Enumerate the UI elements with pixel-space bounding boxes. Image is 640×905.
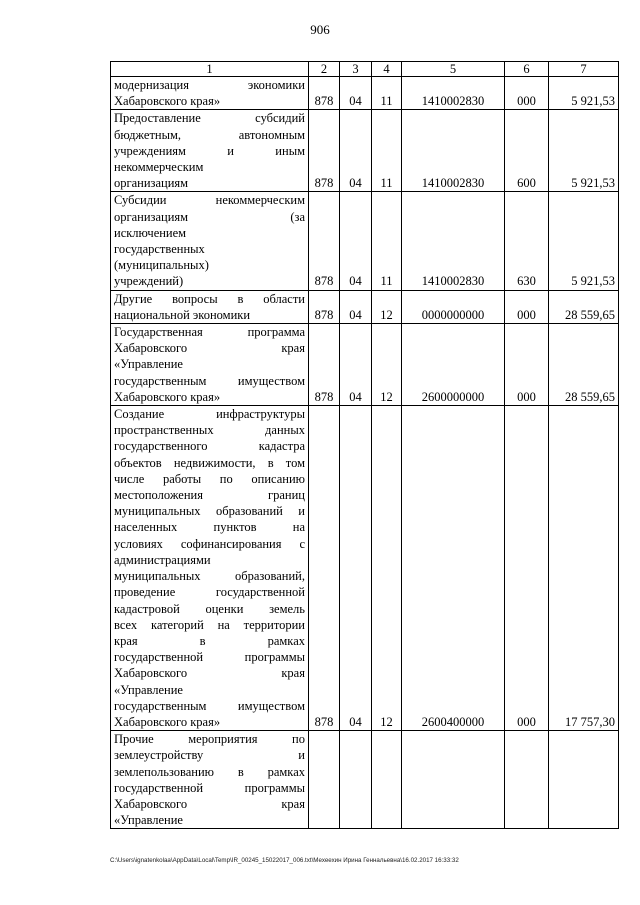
expense-type-code: 000 xyxy=(505,77,549,110)
description-line: государственного кадастра xyxy=(114,439,305,454)
section-code: 04 xyxy=(340,192,372,290)
description-line: «Управление xyxy=(114,357,183,372)
description-line: землепользованию в рамках xyxy=(114,764,305,779)
column-header: 1 xyxy=(111,62,309,77)
ministry-code: 878 xyxy=(309,324,340,406)
row-description xyxy=(111,110,309,192)
expense-type-code xyxy=(505,731,549,829)
description-line: государственной программы xyxy=(114,780,305,795)
amount-value: 28 559,65 xyxy=(549,290,619,323)
ministry-code: 878 xyxy=(309,77,340,110)
description-line: Другие вопросы в области xyxy=(114,291,305,306)
table-row xyxy=(111,731,619,829)
target-article-code xyxy=(402,731,505,829)
row-description xyxy=(111,77,309,110)
row-description xyxy=(111,324,309,406)
description-line: Субсидии некоммерческим xyxy=(114,193,305,208)
subsection-code: 12 xyxy=(372,324,402,406)
table-row xyxy=(111,192,619,290)
description-line: Хабаровского края» xyxy=(114,714,221,729)
description-line: Хабаровского края xyxy=(114,666,305,681)
row-description xyxy=(111,406,309,731)
section-code: 04 xyxy=(340,110,372,192)
section-code: 04 xyxy=(340,406,372,731)
description-line: числе работы по описанию xyxy=(114,471,305,486)
table-row xyxy=(111,290,619,323)
file-path-footer: C:\Users\ignatenkolaa\AppData\Local\Temp\IR_00245_15022017_006.txt\Мехеехин Ирина Геннальевна\16.02.2017 16:33:32 xyxy=(110,857,459,864)
description-line: организациям (за xyxy=(114,209,305,224)
amount-value xyxy=(549,731,619,829)
column-header: 6 xyxy=(505,62,549,77)
table-row xyxy=(111,406,619,731)
subsection-code xyxy=(372,731,402,829)
ministry-code xyxy=(309,731,340,829)
description-line: государственной программы xyxy=(114,650,305,665)
description-line: бюджетным, автономным xyxy=(114,127,305,142)
target-article-code: 0000000000 xyxy=(402,290,505,323)
description-line: Хабаровского края xyxy=(114,341,305,356)
description-line: государственным имуществом xyxy=(114,373,305,388)
header-row xyxy=(111,62,619,77)
expense-type-code: 000 xyxy=(505,324,549,406)
expense-type-code: 600 xyxy=(505,110,549,192)
section-code: 04 xyxy=(340,324,372,406)
description-line: Хабаровского края» xyxy=(114,389,221,404)
subsection-code: 11 xyxy=(372,77,402,110)
description-line: Создание инфраструктуры xyxy=(114,407,305,422)
page-number: 906 xyxy=(310,22,330,37)
column-header: 5 xyxy=(402,62,505,77)
description-line: проведение государственной xyxy=(114,585,305,600)
column-header: 4 xyxy=(372,62,402,77)
description-line: края в рамках xyxy=(114,633,305,648)
description-line: исключением xyxy=(114,225,187,240)
description-line: модернизация экономики xyxy=(114,78,305,92)
row-description xyxy=(111,290,309,323)
budget-table xyxy=(110,61,619,829)
description-line: национальной экономики xyxy=(114,307,251,322)
amount-value: 28 559,65 xyxy=(549,324,619,406)
description-line: пространственных данных xyxy=(114,423,305,438)
description-line: объектов недвижимости, в том xyxy=(114,455,305,470)
ministry-code: 878 xyxy=(309,110,340,192)
subsection-code: 11 xyxy=(372,110,402,192)
ministry-code: 878 xyxy=(309,192,340,290)
column-header: 7 xyxy=(549,62,619,77)
column-header: 3 xyxy=(340,62,372,77)
expense-type-code: 000 xyxy=(505,406,549,731)
row-description xyxy=(111,192,309,290)
amount-value: 17 757,30 xyxy=(549,406,619,731)
description-line: муниципальных образований, xyxy=(114,569,305,584)
subsection-code: 12 xyxy=(372,406,402,731)
target-article-code: 1410002830 xyxy=(402,110,505,192)
description-line: всех категорий на территории xyxy=(114,617,305,632)
description-line: государственным имуществом xyxy=(114,698,305,713)
target-article-code: 1410002830 xyxy=(402,77,505,110)
description-line: некоммерческим xyxy=(114,160,204,175)
description-line: кадастровой оценки земель xyxy=(114,601,305,616)
target-article-code: 1410002830 xyxy=(402,192,505,290)
description-line: «Управление xyxy=(114,813,183,828)
table-row xyxy=(111,110,619,192)
ministry-code: 878 xyxy=(309,406,340,731)
description-line: государственных xyxy=(114,242,205,257)
column-header: 2 xyxy=(309,62,340,77)
table-row xyxy=(111,324,619,406)
description-line: местоположения границ xyxy=(114,488,305,503)
description-line: условиях софинансирования с xyxy=(114,536,305,551)
description-line: «Управление xyxy=(114,682,183,697)
description-line: Предоставление субсидий xyxy=(114,111,305,126)
expense-type-code: 000 xyxy=(505,290,549,323)
description-line: Хабаровского края xyxy=(114,796,305,811)
target-article-code: 2600400000 xyxy=(402,406,505,731)
subsection-code: 11 xyxy=(372,192,402,290)
description-line: (муниципальных) xyxy=(114,258,209,273)
description-line: муниципальных образований и xyxy=(114,504,305,519)
ministry-code: 878 xyxy=(309,290,340,323)
description-line: Государственная программа xyxy=(114,325,305,340)
subsection-code: 12 xyxy=(372,290,402,323)
target-article-code: 2600000000 xyxy=(402,324,505,406)
amount-value: 5 921,53 xyxy=(549,192,619,290)
description-line: Хабаровского края» xyxy=(114,94,221,109)
description-line: администрациями xyxy=(114,552,211,567)
amount-value: 5 921,53 xyxy=(549,77,619,110)
expense-type-code: 630 xyxy=(505,192,549,290)
description-line: учреждений) xyxy=(114,274,184,289)
section-code xyxy=(340,731,372,829)
description-line: Прочие мероприятия по xyxy=(114,732,305,747)
table-row xyxy=(111,77,619,110)
description-line: населенных пунктов на xyxy=(114,520,305,535)
row-description xyxy=(111,731,309,829)
amount-value: 5 921,53 xyxy=(549,110,619,192)
section-code: 04 xyxy=(340,77,372,110)
section-code: 04 xyxy=(340,290,372,323)
description-line: землеустройству и xyxy=(114,748,305,763)
description-line: организациям xyxy=(114,176,189,191)
description-line: учреждениям и иным xyxy=(114,143,305,158)
